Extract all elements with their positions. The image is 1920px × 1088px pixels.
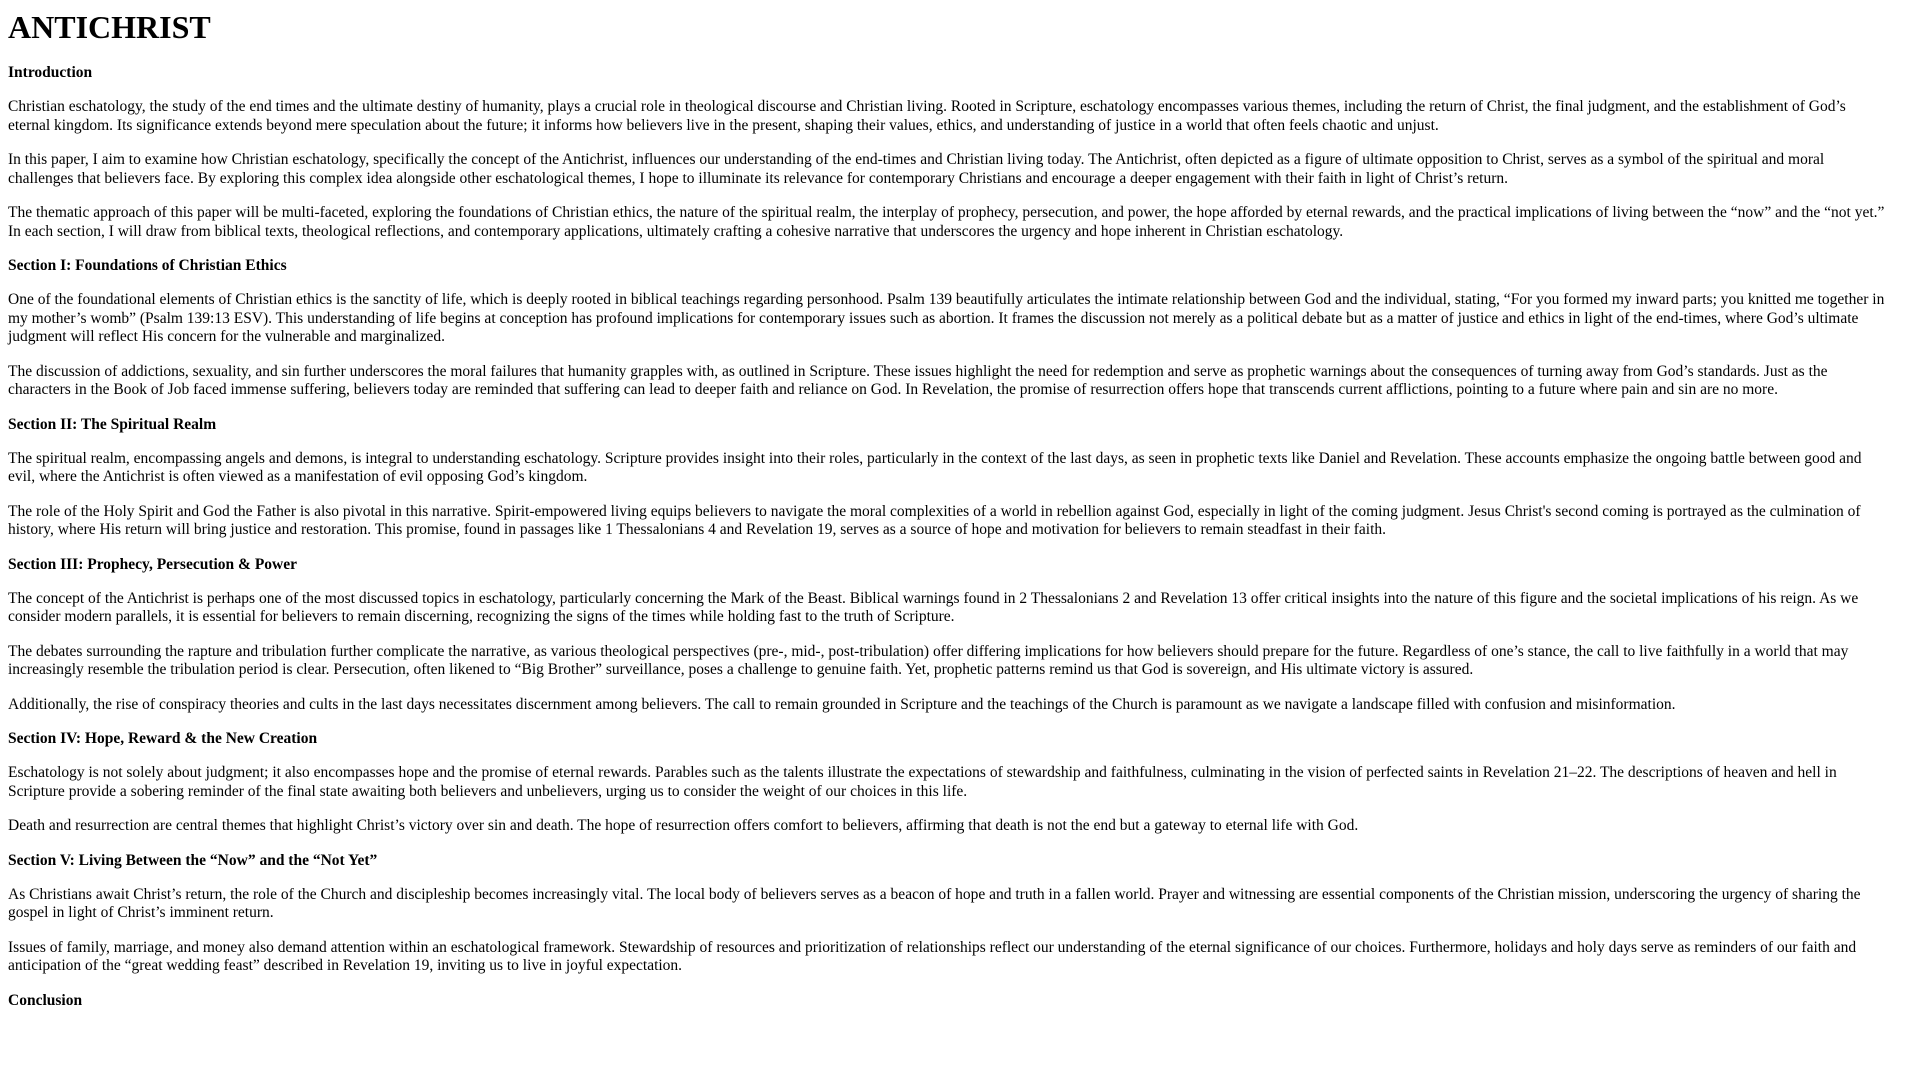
section-heading-introduction: Introduction xyxy=(8,64,93,81)
section-heading-foundations: Section I: Foundations of Christian Ethics xyxy=(8,257,287,274)
paragraph: The thematic approach of this paper will be multi-faceted, exploring the foundations of Christian ethics, the nature of the spiritual realm, the interplay of prophecy, persecution, and power, the hope afforded by eternal rewards, and the practical implications of living between the “now” and the “not yet.” In each section, I will draw from biblical texts, theological reflections, and contemporary applications, ultimately crafting a cohesive narrative that underscores the urgency and hope inherent in Christian eschatology. xyxy=(8,204,1885,240)
paragraph: In this paper, I aim to examine how Christian eschatology, specifically the concept of the Antichrist, influences our understanding of the end-times and Christian living today. The Antichrist, often depicted as a figure of ultimate opposition to Christ, serves as a symbol of the spiritual and moral challenges that believers face. By exploring this complex idea alongside other eschatological themes, I hope to illuminate its relevance for contemporary Christians and encourage a deeper engagement with their faith in light of Christ’s return. xyxy=(8,151,1825,187)
paragraph: The role of the Holy Spirit and God the Father is also pivotal in this narrative. Spirit-empowered living equips believers to navigate the moral complexities of a world in rebellion against God, especially in light of the coming judgment. Jesus Christ's second coming is portrayed as the culmination of history, where His return will bring justice and restoration. This promise, found in passages like 1 Thessalonians 4 and Revelation 19, serves as a source of hope and motivation for believers to remain steadfast in their faith. xyxy=(8,502,1861,538)
document-page xyxy=(0,8,1900,1009)
paragraph: Additionally, the rise of conspiracy theories and cults in the last days necessitates discernment among believers. The call to remain grounded in Scripture and the teachings of the Church is paramount as we navigate a landscape filled with confusion and misinformation. xyxy=(8,695,1676,713)
paragraph: Issues of family, marriage, and money also demand attention within an eschatological framework. Stewardship of resources and prioritization of relationships reflect our understanding of the eternal significance of our choices. Furthermore, holidays and holy days serve as reminders of our faith and anticipation of the “great wedding feast” described in Revelation 19, inviting us to live in joyful expectation. xyxy=(8,938,1857,974)
section-heading-conclusion-cutoff: Conclusion xyxy=(8,991,83,1009)
section-heading-living: Section V: Living Between the “Now” and the “Not Yet” xyxy=(8,851,378,869)
paragraph: Christian eschatology, the study of the end times and the ultimate destiny of humanity, plays a crucial role in theological discourse and Christian living. Rooted in Scripture, eschatology encompasses various themes, including the return of Christ, the final judgment, and the establishment of God’s eternal kingdom. Its significance extends beyond mere speculation about the future; it informs how believers live in the present, shaping their values, ethics, and understanding of justice in a world that often feels chaotic and unjust. xyxy=(8,98,1846,134)
paragraph: The discussion of addictions, sexuality, and sin further underscores the moral failures that humanity grapples with, as outlined in Scripture. These issues highlight the need for redemption and serve as prophetic warnings about the consequences of turning away from God’s standards. Just as the characters in the Book of Job faced immense suffering, believers today are reminded that suffering can lead to deeper faith and reliance on God. In Revelation, the promise of resurrection offers hope that transcends current afflictions, pointing to a future where pain and sin are no more. xyxy=(8,362,1828,398)
document-title: ANTICHRIST xyxy=(8,9,211,45)
paragraph: The spiritual realm, encompassing angels and demons, is integral to understanding eschatology. Scripture provides insight into their roles, particularly in the context of the last days, as seen in prophetic texts like Daniel and Revelation. These accounts emphasize the ongoing battle between good and evil, where the Antichrist is often viewed as a manifestation of evil opposing God’s kingdom. xyxy=(8,449,1862,485)
section-heading-prophecy: Section III: Prophecy, Persecution & Power xyxy=(8,555,297,573)
section-heading-spiritual-realm: Section II: The Spiritual Realm xyxy=(8,415,217,433)
paragraph: The debates surrounding the rapture and tribulation further complicate the narrative, as various theological perspectives (pre-, mid-, post-tribulation) offer differing implications for how believers should prepare for the future. Regardless of one’s stance, the call to live faithfully in a world that may increasingly resemble the tribulation period is clear. Persecution, often likened to “Big Brother” surveillance, poses a challenge to genuine faith. Yet, prophetic patterns remind us that God is sovereign, and His ultimate victory is assured. xyxy=(8,642,1849,678)
paragraph: One of the foundational elements of Christian ethics is the sanctity of life, which is deeply rooted in biblical teachings regarding personhood. Psalm 139 beautifully articulates the intimate relationship between God and the individual, stating, “For you formed my inward parts; you knitted me together in my mother’s womb” (Psalm 139:13 ESV). This understanding of life begins at conception has profound implications for contemporary issues such as abortion. It frames the discussion not merely as a political debate but as a matter of justice and ethics in light of the end-times, where God’s ultimate judgment will reflect His concern for the vulnerable and marginalized. xyxy=(8,291,1885,345)
paragraph: The concept of the Antichrist is perhaps one of the most discussed topics in eschatology, particularly concerning the Mark of the Beast. Biblical warnings found in 2 Thessalonians 2 and Revelation 13 offer critical insights into the nature of this figure and the societal implications of his reign. As we consider modern parallels, it is essential for believers to remain discerning, recognizing the signs of the times while holding fast to the truth of Scripture. xyxy=(8,589,1859,625)
paragraph: Death and resurrection are central themes that highlight Christ’s victory over sin and death. The hope of resurrection offers comfort to believers, affirming that death is not the end but a gateway to eternal life with God. xyxy=(8,817,1359,834)
paragraph: As Christians await Christ’s return, the role of the Church and discipleship becomes increasingly vital. The local body of believers serves as a beacon of hope and truth in a fallen world. Prayer and witnessing are essential components of the Christian mission, underscoring the urgency of sharing the gospel in light of Christ’s imminent return. xyxy=(8,885,1861,921)
section-heading-hope: Section IV: Hope, Reward & the New Creation xyxy=(8,730,318,747)
paragraph: Eschatology is not solely about judgment; it also encompasses hope and the promise of eternal rewards. Parables such as the talents illustrate the expectations of stewardship and faithfulness, culminating in the vision of perfected saints in Revelation 21–22. The descriptions of heaven and hell in Scripture provide a sobering reminder of the final state awaiting both believers and unbelievers, urging us to consider the weight of our choices in this life. xyxy=(8,764,1837,800)
